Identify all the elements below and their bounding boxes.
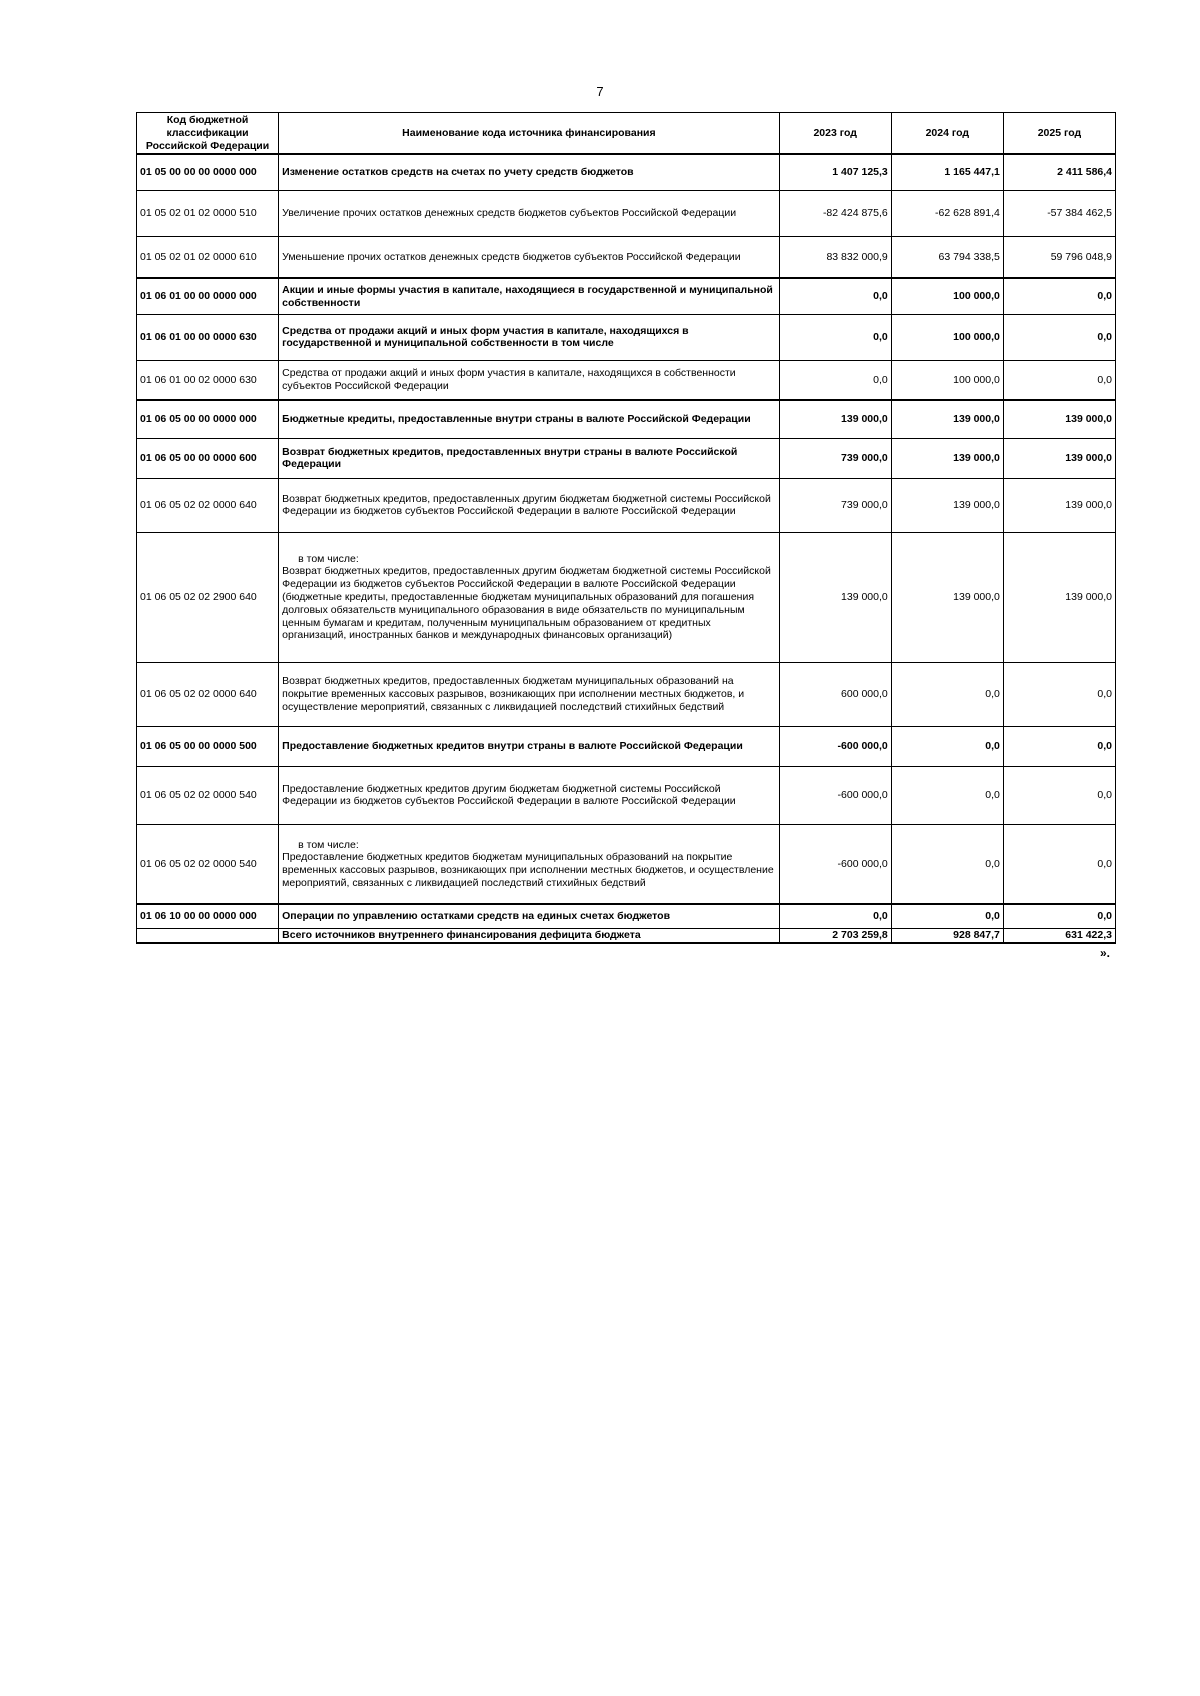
row-2025: 0,0 xyxy=(1003,360,1115,400)
row-2023: 0,0 xyxy=(779,314,891,360)
row-2023: 1 407 125,3 xyxy=(779,154,891,190)
row-name: Предоставление бюджетных кредитов другим бюджетам бюджетной системы Российской Федерации из бюджетов субъектов Российской Федерации в валюте Российской Федерации xyxy=(279,766,780,824)
row-name: Средства от продажи акций и иных форм участия в капитале, находящихся в собственности субъектов Российской Федерации xyxy=(279,360,780,400)
row-2025: 0,0 xyxy=(1003,766,1115,824)
row-2024: -62 628 891,4 xyxy=(891,190,1003,236)
row-code: 01 06 05 00 00 0000 500 xyxy=(137,726,279,766)
table-row xyxy=(137,190,1116,236)
header-code: Код бюджетной классификации Российской Федерации xyxy=(137,113,279,155)
table-row xyxy=(137,154,1116,190)
row-2025: 0,0 xyxy=(1003,824,1115,904)
row-intro: в том числе: xyxy=(298,552,359,565)
table-row xyxy=(137,478,1116,532)
total-name: Всего источников внутреннего финансирования дефицита бюджета xyxy=(279,928,780,942)
total-2023: 2 703 259,8 xyxy=(779,928,891,942)
header-2023: 2023 год xyxy=(779,113,891,155)
row-2025: 139 000,0 xyxy=(1003,438,1115,478)
header-2024: 2024 год xyxy=(891,113,1003,155)
row-name: Уменьшение прочих остатков денежных средств бюджетов субъектов Российской Федерации xyxy=(279,236,780,278)
row-name: Увеличение прочих остатков денежных средств бюджетов субъектов Российской Федерации xyxy=(279,190,780,236)
row-2025: 0,0 xyxy=(1003,904,1115,928)
row-2025: 2 411 586,4 xyxy=(1003,154,1115,190)
row-2024: 100 000,0 xyxy=(891,360,1003,400)
row-code: 01 06 05 02 02 0000 640 xyxy=(137,478,279,532)
row-2025: 59 796 048,9 xyxy=(1003,236,1115,278)
row-2024: 100 000,0 xyxy=(891,278,1003,314)
page-number: 7 xyxy=(596,84,604,99)
total-code xyxy=(137,928,279,942)
table-row xyxy=(137,904,1116,928)
row-intro: в том числе: xyxy=(298,838,359,851)
row-2023: 139 000,0 xyxy=(779,400,891,438)
row-2024: 0,0 xyxy=(891,766,1003,824)
row-code: 01 06 05 00 00 0000 600 xyxy=(137,438,279,478)
row-code: 01 05 02 01 02 0000 510 xyxy=(137,190,279,236)
row-name: Предоставление бюджетных кредитов внутри страны в валюте Российской Федерации xyxy=(279,726,780,766)
row-2023: -600 000,0 xyxy=(779,766,891,824)
row-2023: -600 000,0 xyxy=(779,824,891,904)
table-row xyxy=(137,236,1116,278)
table-body xyxy=(137,154,1116,942)
row-2025: 0,0 xyxy=(1003,726,1115,766)
row-code: 01 06 01 00 02 0000 630 xyxy=(137,360,279,400)
row-2024: 139 000,0 xyxy=(891,400,1003,438)
header-name: Наименование кода источника финансирования xyxy=(279,113,780,155)
total-2025: 631 422,3 xyxy=(1003,928,1115,942)
row-2024: 0,0 xyxy=(891,824,1003,904)
row-2024: 0,0 xyxy=(891,662,1003,726)
row-code: 01 06 05 02 02 0000 540 xyxy=(137,824,279,904)
row-2024: 0,0 xyxy=(891,726,1003,766)
row-2023: -600 000,0 xyxy=(779,726,891,766)
table-row xyxy=(137,662,1116,726)
row-2025: 139 000,0 xyxy=(1003,478,1115,532)
row-name: Возврат бюджетных кредитов, предоставленных другим бюджетам бюджетной системы Российской Федерации из бюджетов субъектов Российской Федерации в валюте Российской Федерации (бюджетные кредиты, предоставленные бюджетам муниципальных образований для погашения долговых обязательств муниципального образования в виде обязательств по муниципальным ценным бумагам и кредитам, полученным муниципальным образованием от кредитных организаций, иностранных банков и международных финансовых организаций) xyxy=(282,565,771,642)
row-code: 01 06 05 02 02 0000 540 xyxy=(137,766,279,824)
row-2025: 0,0 xyxy=(1003,662,1115,726)
row-2023: 0,0 xyxy=(779,360,891,400)
row-2025: 0,0 xyxy=(1003,278,1115,314)
row-2023: 0,0 xyxy=(779,904,891,928)
row-code: 01 06 05 00 00 0000 000 xyxy=(137,400,279,438)
row-code: 01 05 00 00 00 0000 000 xyxy=(137,154,279,190)
row-2023: 83 832 000,9 xyxy=(779,236,891,278)
row-2024: 139 000,0 xyxy=(891,532,1003,662)
table-row xyxy=(137,314,1116,360)
total-row xyxy=(137,928,1116,942)
table-row xyxy=(137,766,1116,824)
table-row xyxy=(137,438,1116,478)
row-code: 01 06 05 02 02 0000 640 xyxy=(137,662,279,726)
financing-sources-table xyxy=(136,112,1116,944)
table-row xyxy=(137,532,1116,662)
row-2025: 0,0 xyxy=(1003,314,1115,360)
row-2025: 139 000,0 xyxy=(1003,532,1115,662)
row-2023: 139 000,0 xyxy=(779,532,891,662)
table-row xyxy=(137,400,1116,438)
table-row xyxy=(137,824,1116,904)
row-2024: 63 794 338,5 xyxy=(891,236,1003,278)
header-2025: 2025 год xyxy=(1003,113,1115,155)
row-name: Возврат бюджетных кредитов, предоставленных бюджетам муниципальных образований на покрытие временных кассовых разрывов, возникающих при исполнении местных бюджетов, и осуществление мероприятий, связанных с ликвидацией последствий стихийных бедствий xyxy=(279,662,780,726)
table-row xyxy=(137,726,1116,766)
row-2024: 1 165 447,1 xyxy=(891,154,1003,190)
row-name: Бюджетные кредиты, предоставленные внутри страны в валюте Российской Федерации xyxy=(279,400,780,438)
closing-quote-mark: ». xyxy=(1100,945,1111,960)
row-2025: -57 384 462,5 xyxy=(1003,190,1115,236)
row-name-cell xyxy=(279,824,780,904)
row-name: Операции по управлению остатками средств на единых счетах бюджетов xyxy=(279,904,780,928)
row-2024: 0,0 xyxy=(891,904,1003,928)
row-2023: 739 000,0 xyxy=(779,478,891,532)
row-2023: 739 000,0 xyxy=(779,438,891,478)
row-name: Возврат бюджетных кредитов, предоставленных внутри страны в валюте Российской Федерации xyxy=(279,438,780,478)
row-name: Предоставление бюджетных кредитов бюджетам муниципальных образований на покрытие временных кассовых разрывов, возникающих при исполнении местных бюджетов, и осуществление мероприятий, связанных с ликвидацией последствий стихийных бедствий xyxy=(282,851,774,889)
row-name-cell xyxy=(279,532,780,662)
row-2023: 0,0 xyxy=(779,278,891,314)
row-2024: 139 000,0 xyxy=(891,438,1003,478)
row-name: Возврат бюджетных кредитов, предоставленных другим бюджетам бюджетной системы Российской Федерации из бюджетов субъектов Российской Федерации в валюте Российской Федерации xyxy=(279,478,780,532)
table-row xyxy=(137,360,1116,400)
row-code: 01 06 01 00 00 0000 000 xyxy=(137,278,279,314)
row-2023: -82 424 875,6 xyxy=(779,190,891,236)
table-row xyxy=(137,278,1116,314)
row-code: 01 06 05 02 02 2900 640 xyxy=(137,532,279,662)
row-code: 01 06 01 00 00 0000 630 xyxy=(137,314,279,360)
row-name: Изменение остатков средств на счетах по учету средств бюджетов xyxy=(279,154,780,190)
total-2024: 928 847,7 xyxy=(891,928,1003,942)
row-2025: 139 000,0 xyxy=(1003,400,1115,438)
row-code: 01 05 02 01 02 0000 610 xyxy=(137,236,279,278)
table-header-row xyxy=(137,113,1116,155)
row-name: Акции и иные формы участия в капитале, находящиеся в государственной и муниципальной собственности xyxy=(279,278,780,314)
row-code: 01 06 10 00 00 0000 000 xyxy=(137,904,279,928)
row-name: Средства от продажи акций и иных форм участия в капитале, находящихся в государственной и муниципальной собственности в том числе xyxy=(279,314,780,360)
row-2024: 100 000,0 xyxy=(891,314,1003,360)
row-2024: 139 000,0 xyxy=(891,478,1003,532)
row-2023: 600 000,0 xyxy=(779,662,891,726)
